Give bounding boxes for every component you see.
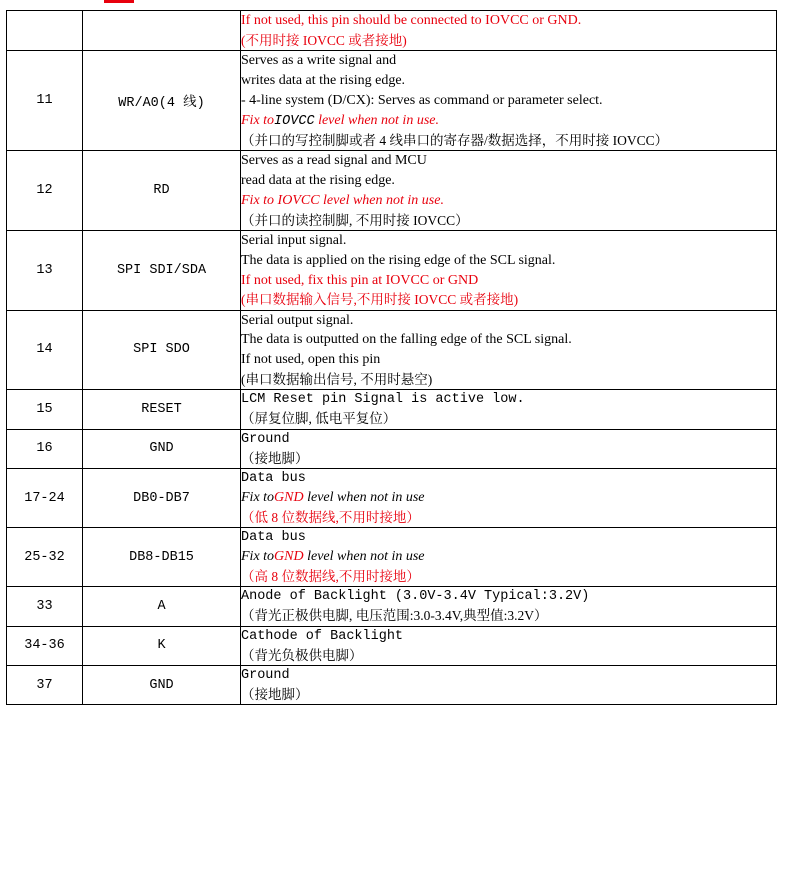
desc-line: （屏复位脚, 低电平复位） bbox=[241, 411, 397, 427]
table-row bbox=[7, 626, 777, 665]
cell-pin bbox=[7, 11, 83, 51]
red-underline-stub bbox=[104, 0, 134, 3]
table-row bbox=[7, 665, 777, 704]
cell-symbol: K bbox=[83, 626, 241, 665]
cell-description bbox=[241, 429, 777, 468]
cell-symbol: DB8-DB15 bbox=[83, 528, 241, 587]
cell-description bbox=[241, 626, 777, 665]
cell-description bbox=[241, 51, 777, 151]
cell-symbol: RESET bbox=[83, 390, 241, 429]
desc-line: Fix to IOVCC level when not in use. bbox=[241, 192, 444, 208]
cell-symbol: DB0-DB7 bbox=[83, 468, 241, 527]
desc-line: Anode of Backlight (3.0V-3.4V Typical:3.2V) bbox=[241, 589, 590, 605]
desc-line: （低 8 位数据线,不用时接地） bbox=[241, 509, 420, 525]
desc-line: Serves as a write signal and bbox=[241, 53, 397, 69]
cell-symbol: SPI SDI/SDA bbox=[83, 230, 241, 310]
desc-line: LCM Reset pin Signal is active low. bbox=[241, 392, 525, 408]
desc-line: writes data at the rising edge. bbox=[241, 72, 406, 88]
desc-line: （背光负极供电脚） bbox=[241, 647, 363, 663]
desc-line: The data is outputted on the falling edge of the SCL signal. bbox=[241, 332, 572, 348]
cell-description bbox=[241, 230, 777, 310]
desc-line: (串口数据输入信号,不用时接 IOVCC 或者接地) bbox=[241, 292, 519, 308]
desc-line: （背光正极供电脚, 电压范围:3.0-3.4V,典型值:3.2V） bbox=[241, 608, 548, 624]
desc-line: Cathode of Backlight bbox=[241, 628, 404, 644]
fragment-fix-to: Fix to bbox=[241, 112, 275, 128]
table-row bbox=[7, 528, 777, 587]
fragment-fix-to: Fix to bbox=[241, 490, 275, 506]
table-row bbox=[7, 11, 777, 51]
cell-symbol: GND bbox=[83, 429, 241, 468]
cell-description bbox=[241, 587, 777, 626]
desc-line-mixed bbox=[241, 111, 776, 131]
table-row bbox=[7, 587, 777, 626]
desc-line: Data bus bbox=[241, 530, 306, 546]
page-top-margin bbox=[0, 0, 800, 10]
desc-line: （高 8 位数据线,不用时接地） bbox=[241, 569, 420, 585]
cell-pin: 14 bbox=[7, 310, 83, 390]
desc-line: （并口的写控制脚或者 4 线串口的寄存器/数据选择，不用时接 IOVCC） bbox=[241, 132, 669, 148]
desc-line: - 4-line system (D/CX): Serves as command or parameter select. bbox=[241, 92, 603, 108]
table-row bbox=[7, 51, 777, 151]
cell-pin: 17-24 bbox=[7, 468, 83, 527]
cell-symbol: A bbox=[83, 587, 241, 626]
fragment-level-when-not-in-use: level when not in use bbox=[303, 549, 425, 565]
cell-pin: 33 bbox=[7, 587, 83, 626]
table-row bbox=[7, 468, 777, 527]
cell-pin: 13 bbox=[7, 230, 83, 310]
cell-pin: 25-32 bbox=[7, 528, 83, 587]
cell-description bbox=[241, 11, 777, 51]
desc-line: （并口的读控制脚, 不用时接 IOVCC） bbox=[241, 212, 469, 228]
fragment-level-when-not-in-use: level when not in use. bbox=[314, 112, 439, 128]
desc-line: (不用时接 IOVCC 或者接地) bbox=[241, 32, 407, 48]
desc-line: （接地脚） bbox=[241, 687, 309, 703]
cell-pin: 15 bbox=[7, 390, 83, 429]
table-row bbox=[7, 310, 777, 390]
cell-description bbox=[241, 665, 777, 704]
cell-description bbox=[241, 150, 777, 230]
cell-pin: 12 bbox=[7, 150, 83, 230]
cell-pin: 16 bbox=[7, 429, 83, 468]
cell-symbol: WR/A0(4 线) bbox=[83, 51, 241, 151]
fragment-fix-to: Fix to bbox=[241, 549, 275, 565]
desc-line: Data bus bbox=[241, 470, 306, 486]
desc-line: (串口数据输出信号, 不用时悬空) bbox=[241, 372, 433, 388]
desc-line: Serial output signal. bbox=[241, 312, 354, 328]
cell-description bbox=[241, 528, 777, 587]
cell-pin: 37 bbox=[7, 665, 83, 704]
cell-pin: 34-36 bbox=[7, 626, 83, 665]
cell-symbol: SPI SDO bbox=[83, 310, 241, 390]
cell-description bbox=[241, 390, 777, 429]
desc-line: The data is applied on the rising edge of the SCL signal. bbox=[241, 252, 556, 268]
fragment-gnd: GND bbox=[274, 490, 304, 506]
cell-pin: 11 bbox=[7, 51, 83, 151]
cell-description bbox=[241, 468, 777, 527]
table-row bbox=[7, 429, 777, 468]
table-row bbox=[7, 150, 777, 230]
desc-line-mixed bbox=[241, 547, 776, 567]
desc-line: If not used, open this pin bbox=[241, 352, 381, 368]
table-row bbox=[7, 390, 777, 429]
cell-description bbox=[241, 310, 777, 390]
desc-line: Ground bbox=[241, 431, 290, 447]
fragment-iovcc: IOVCC bbox=[274, 113, 315, 129]
desc-line: Serves as a read signal and MCU bbox=[241, 152, 427, 168]
desc-line: （接地脚） bbox=[241, 450, 309, 466]
fragment-level-when-not-in-use: level when not in use bbox=[303, 490, 425, 506]
desc-line: Serial input signal. bbox=[241, 232, 347, 248]
fragment-gnd: GND bbox=[274, 549, 304, 565]
desc-line: If not used, this pin should be connected to IOVCC or GND. bbox=[241, 13, 582, 28]
pin-description-table bbox=[6, 10, 777, 705]
desc-line: Ground bbox=[241, 667, 290, 683]
desc-line: If not used, fix this pin at IOVCC or GND bbox=[241, 272, 479, 288]
table-row bbox=[7, 230, 777, 310]
desc-line: read data at the rising edge. bbox=[241, 172, 395, 188]
cell-symbol bbox=[83, 11, 241, 51]
desc-line-mixed bbox=[241, 488, 776, 508]
cell-symbol: RD bbox=[83, 150, 241, 230]
cell-symbol: GND bbox=[83, 665, 241, 704]
